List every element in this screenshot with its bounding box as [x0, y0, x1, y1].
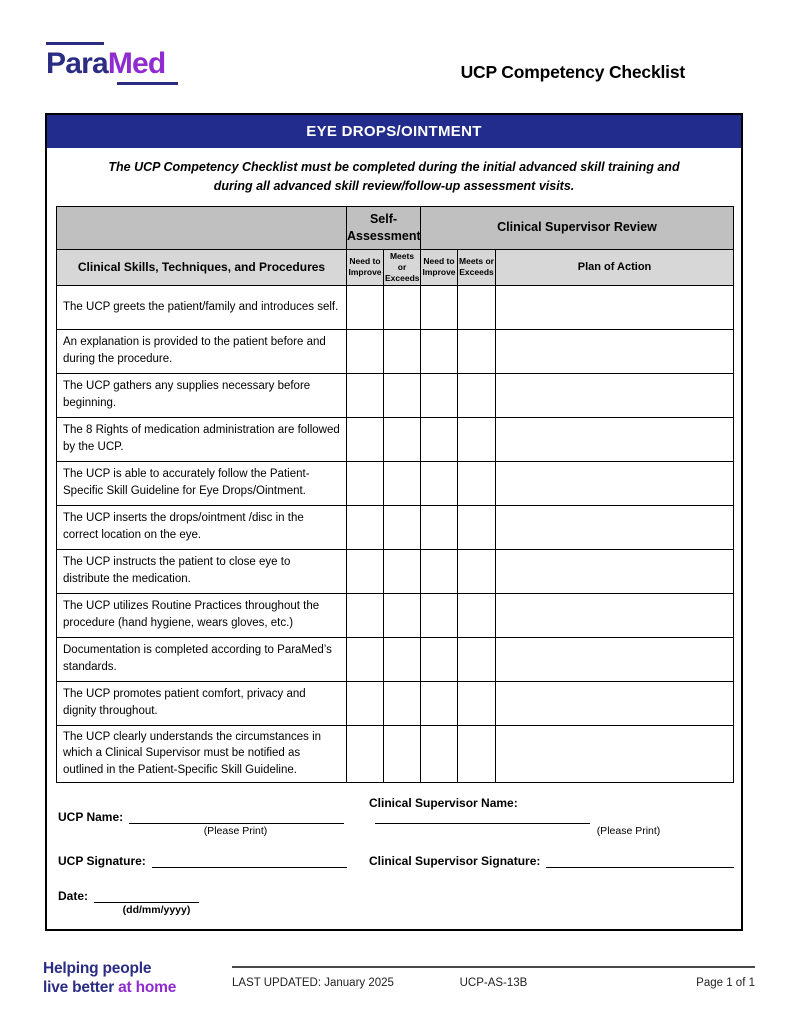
tagline-live-better: live better — [43, 979, 119, 997]
instructions-line-2: during all advanced skill review/follow-up assessment visits. — [213, 178, 575, 193]
tagline-at-home: at home — [118, 979, 177, 997]
supervisor-need-improve-header: Need to Improve — [421, 249, 458, 285]
table-row — [57, 549, 734, 593]
supervisor-need-improve-cell[interactable] — [421, 725, 458, 782]
plan-of-action-cell[interactable] — [496, 373, 734, 417]
supervisor-need-improve-cell[interactable] — [421, 461, 458, 505]
tagline-line-2 — [43, 978, 176, 997]
skill-description: The UCP promotes patient comfort, privacy and dignity throughout. — [57, 681, 347, 725]
self-meets-exceeds-cell[interactable] — [384, 681, 421, 725]
ucp-name-label: UCP Name: — [58, 809, 124, 824]
plan-of-action-cell[interactable] — [496, 329, 734, 373]
self-need-improve-cell[interactable] — [347, 417, 384, 461]
supervisor-meets-exceeds-cell[interactable] — [458, 681, 496, 725]
table-header-row-2 — [57, 249, 734, 285]
self-meets-exceeds-cell[interactable] — [384, 593, 421, 637]
date-row — [58, 889, 735, 916]
supervisor-meets-exceeds-cell[interactable] — [458, 725, 496, 782]
supervisor-meets-exceeds-cell[interactable] — [458, 593, 496, 637]
self-need-improve-cell[interactable] — [347, 505, 384, 549]
table-row — [57, 681, 734, 725]
supervisor-name-label: Clinical Supervisor Name: — [369, 795, 518, 810]
date-format-hint: (dd/mm/yyyy) — [122, 903, 191, 916]
signature-row — [58, 854, 735, 868]
self-need-improve-cell[interactable] — [347, 285, 384, 329]
self-meets-exceeds-header: Meets or Exceeds — [384, 249, 421, 285]
name-row — [58, 796, 735, 837]
skill-description: The UCP gathers any supplies necessary before beginning. — [57, 373, 347, 417]
self-meets-exceeds-cell[interactable] — [384, 329, 421, 373]
self-need-improve-cell[interactable] — [347, 725, 384, 782]
logo-text — [46, 49, 178, 79]
section-banner: EYE DROPS/OINTMENT — [47, 115, 741, 148]
skills-column-header: Clinical Skills, Techniques, and Procedures — [57, 249, 347, 285]
supervisor-meets-exceeds-cell[interactable] — [458, 505, 496, 549]
skill-description: The UCP inserts the drops/ointment /disc in the correct location on the eye. — [57, 505, 347, 549]
self-need-improve-cell[interactable] — [347, 461, 384, 505]
skill-description: The UCP utilizes Routine Practices throughout the procedure (hand hygiene, wears gloves, etc.) — [57, 593, 347, 637]
skill-description: The UCP is able to accurately follow the Patient-Specific Skill Guideline for Eye Drops/Ointment. — [57, 461, 347, 505]
supervisor-review-header: Clinical Supervisor Review — [421, 206, 734, 249]
supervisor-signature-line[interactable] — [546, 855, 734, 868]
self-meets-exceeds-cell[interactable] — [384, 373, 421, 417]
supervisor-need-improve-cell[interactable] — [421, 329, 458, 373]
self-assessment-header: Self-Assessment — [347, 206, 421, 249]
self-need-improve-cell[interactable] — [347, 637, 384, 681]
table-row — [57, 373, 734, 417]
ucp-signature-line[interactable] — [152, 855, 347, 868]
table-row — [57, 329, 734, 373]
plan-of-action-cell[interactable] — [496, 725, 734, 782]
signature-section — [58, 796, 735, 916]
tagline — [43, 959, 176, 998]
ucp-name-print-hint: (Please Print) — [203, 824, 268, 837]
table-header-row-1 — [57, 206, 734, 249]
ucp-name-line[interactable] — [129, 811, 344, 824]
document-code: UCP-AS-13B — [459, 977, 528, 989]
logo-bottom-rule — [117, 82, 178, 85]
tagline-line-1: Helping people — [43, 960, 152, 977]
logo-text-med: Med — [107, 47, 166, 80]
table-row — [57, 461, 734, 505]
supervisor-need-improve-cell[interactable] — [421, 417, 458, 461]
self-meets-exceeds-cell[interactable] — [384, 637, 421, 681]
document-title: UCP Competency Checklist — [460, 62, 685, 82]
supervisor-need-improve-cell[interactable] — [421, 681, 458, 725]
self-need-improve-cell[interactable] — [347, 681, 384, 725]
supervisor-need-improve-cell[interactable] — [421, 373, 458, 417]
skill-description: The UCP clearly understands the circumstances in which a Clinical Supervisor must be notified as outlined in the Patient-Specific Skill Guideline. — [57, 725, 347, 782]
self-meets-exceeds-cell[interactable] — [384, 725, 421, 782]
date-label: Date: — [58, 888, 89, 903]
supervisor-need-improve-cell[interactable] — [421, 549, 458, 593]
supervisor-meets-exceeds-cell[interactable] — [458, 549, 496, 593]
skills-table-body — [57, 285, 734, 782]
skill-description: The UCP instructs the patient to close eye to distribute the medication. — [57, 549, 347, 593]
supervisor-need-improve-cell[interactable] — [421, 637, 458, 681]
competency-table — [56, 206, 734, 783]
self-meets-exceeds-cell[interactable] — [384, 285, 421, 329]
supervisor-meets-exceeds-cell[interactable] — [458, 461, 496, 505]
logo-text-para: Para — [46, 47, 108, 80]
self-need-improve-cell[interactable] — [347, 329, 384, 373]
plan-of-action-header: Plan of Action — [496, 249, 734, 285]
plan-of-action-cell[interactable] — [496, 681, 734, 725]
date-line[interactable] — [94, 890, 199, 903]
plan-of-action-cell[interactable] — [496, 285, 734, 329]
supervisor-need-improve-cell[interactable] — [421, 505, 458, 549]
supervisor-meets-exceeds-cell[interactable] — [458, 417, 496, 461]
self-meets-exceeds-cell[interactable] — [384, 549, 421, 593]
page-number: Page 1 of 1 — [696, 977, 755, 989]
self-need-improve-header: Need to Improve — [347, 249, 384, 285]
plan-of-action-cell[interactable] — [496, 549, 734, 593]
table-row — [57, 505, 734, 549]
footer-info-bar — [232, 966, 755, 989]
logo-top-rule — [46, 42, 104, 45]
self-meets-exceeds-cell[interactable] — [384, 505, 421, 549]
paramed-logo — [46, 42, 178, 85]
instructions-text — [47, 158, 741, 196]
skill-description: The UCP greets the patient/family and introduces self. — [57, 285, 347, 329]
supervisor-meets-exceeds-cell[interactable] — [458, 329, 496, 373]
self-need-improve-cell[interactable] — [347, 549, 384, 593]
supervisor-meets-exceeds-cell[interactable] — [458, 285, 496, 329]
skill-description: The 8 Rights of medication administration are followed by the UCP. — [57, 417, 347, 461]
header-spacer-cell — [57, 206, 347, 249]
self-meets-exceeds-cell[interactable] — [384, 461, 421, 505]
supervisor-name-line[interactable] — [375, 811, 590, 824]
self-need-improve-cell[interactable] — [347, 593, 384, 637]
plan-of-action-cell[interactable] — [496, 637, 734, 681]
last-updated-text: LAST UPDATED: January 2025 — [232, 977, 394, 989]
supervisor-name-print-hint: (Please Print) — [596, 824, 661, 837]
supervisor-meets-exceeds-header: Meets or Exceeds — [458, 249, 496, 285]
table-row — [57, 637, 734, 681]
plan-of-action-cell[interactable] — [496, 417, 734, 461]
supervisor-meets-exceeds-cell[interactable] — [458, 373, 496, 417]
supervisor-signature-label: Clinical Supervisor Signature: — [369, 853, 541, 868]
form-container — [45, 113, 743, 931]
self-need-improve-cell[interactable] — [347, 373, 384, 417]
instructions-line-1: The UCP Competency Checklist must be completed during the initial advanced skill training and — [108, 160, 680, 174]
supervisor-need-improve-cell[interactable] — [421, 593, 458, 637]
self-meets-exceeds-cell[interactable] — [384, 417, 421, 461]
skill-description: An explanation is provided to the patient before and during the procedure. — [57, 329, 347, 373]
supervisor-meets-exceeds-cell[interactable] — [458, 637, 496, 681]
plan-of-action-cell[interactable] — [496, 505, 734, 549]
table-row — [57, 593, 734, 637]
ucp-signature-label: UCP Signature: — [58, 853, 146, 868]
table-row — [57, 725, 734, 782]
table-row — [57, 285, 734, 329]
skill-description: Documentation is completed according to ParaMed’s standards. — [57, 637, 347, 681]
plan-of-action-cell[interactable] — [496, 461, 734, 505]
table-row — [57, 417, 734, 461]
plan-of-action-cell[interactable] — [496, 593, 734, 637]
supervisor-need-improve-cell[interactable] — [421, 285, 458, 329]
